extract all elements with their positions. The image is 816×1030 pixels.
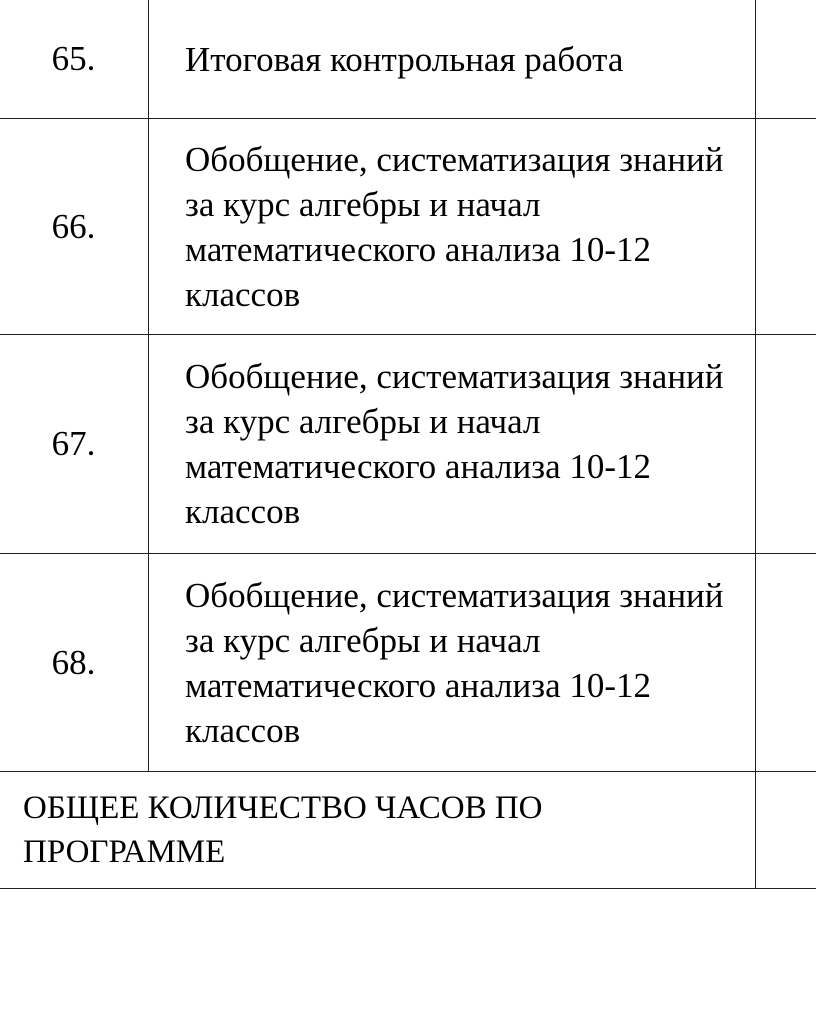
lesson-topic-cell: Обобщение, систематизация знаний за курс алгебры и начал математического анализа 10-12 классов xyxy=(149,119,756,335)
lesson-hours-cell xyxy=(756,335,816,554)
table-row xyxy=(0,119,816,335)
lesson-number-cell: 65. xyxy=(0,0,149,119)
lesson-hours-cell xyxy=(756,119,816,335)
lesson-topic-cell: Обобщение, систематизация знаний за курс алгебры и начал математического анализа 10-12 классов xyxy=(149,554,756,772)
table-row xyxy=(0,335,816,554)
lesson-number-cell: 66. xyxy=(0,119,149,335)
lesson-topic-cell: Обобщение, систематизация знаний за курс алгебры и начал математического анализа 10-12 классов xyxy=(149,335,756,554)
lesson-number-cell: 68. xyxy=(0,554,149,772)
total-hours-label: ОБЩЕЕ КОЛИЧЕСТВО ЧАСОВ ПО ПРОГРАММЕ xyxy=(0,772,756,889)
total-row xyxy=(0,772,816,889)
lesson-hours-cell xyxy=(756,0,816,119)
lesson-hours-cell xyxy=(756,554,816,772)
total-hours-cell xyxy=(756,772,816,889)
lesson-number-cell: 67. xyxy=(0,335,149,554)
table-row xyxy=(0,554,816,772)
table-row xyxy=(0,0,816,119)
lesson-topic-cell: Итоговая контрольная работа xyxy=(149,0,756,119)
